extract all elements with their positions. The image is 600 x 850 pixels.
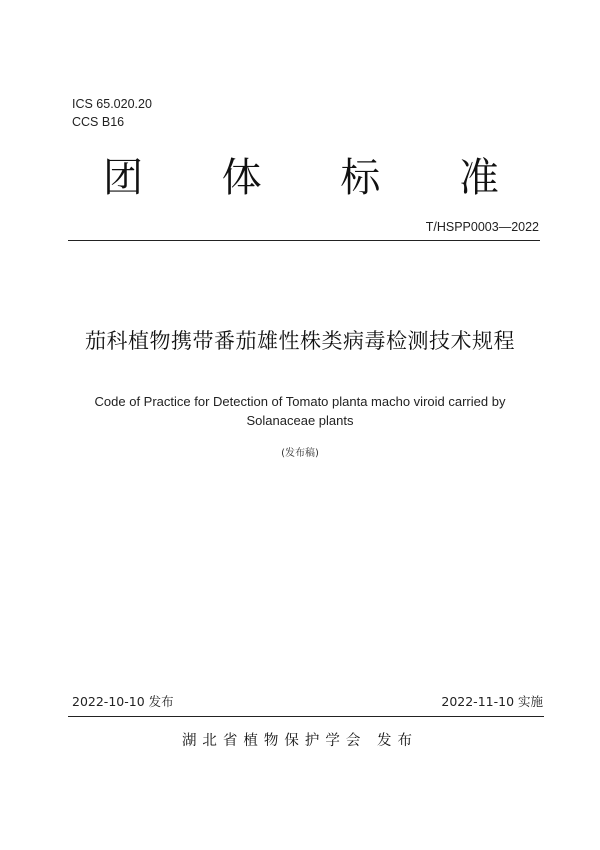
standard-number: T/HSPP0003—2022 [425, 220, 539, 234]
ccs-code: CCS B16 [72, 115, 125, 129]
standard-type-heading [103, 148, 499, 208]
draft-note: (发布稿) [281, 448, 319, 459]
standard-type-char: 团 [103, 155, 143, 201]
publisher: 湖北省植物保护学会 发布 [181, 733, 419, 749]
top-divider [68, 240, 540, 241]
implementation-date: 2022-11-10 实施 [441, 694, 543, 709]
bottom-divider [68, 716, 544, 717]
title-english: Code of Practice for Detection of Tomato planta macho viroid carried by Solanaceae plants [94, 394, 506, 428]
ics-code: ICS 65.020.20 [72, 97, 152, 111]
standard-type-char: 准 [458, 155, 499, 201]
standard-type-char: 标 [340, 155, 381, 201]
issue-date: 2022-10-10 发布 [72, 694, 174, 709]
standard-type-char: 体 [221, 155, 262, 201]
title-chinese: 茄科植物携带番茄雄性株类病毒检测技术规程 [85, 329, 515, 353]
